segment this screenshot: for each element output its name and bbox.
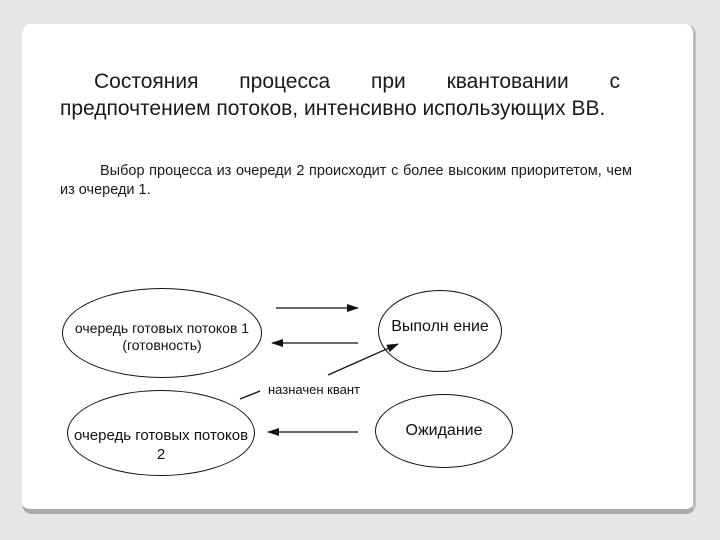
node-queue-1-label: очередь готовых потоков 1 (готовность) (74, 319, 250, 353)
edge-label-assigned-quantum: назначен квант (268, 382, 360, 397)
slide-subtitle: Выбор процесса из очереди 2 происходит с более высоким приоритетом, чем из очереди 1. (60, 163, 632, 198)
node-queue-2-label: очередь готовых потоков 2 (73, 427, 249, 463)
slide-title: Состояния процесса при квантовании с предпочтением потоков, интенсивно использующих ВВ. (60, 70, 620, 120)
node-execution-label: Выполн ение (391, 318, 489, 335)
line-queue2-to-label (240, 391, 260, 399)
arrow-to-execution-assigned (328, 344, 398, 375)
node-waiting-label: Ожидание (405, 422, 483, 439)
